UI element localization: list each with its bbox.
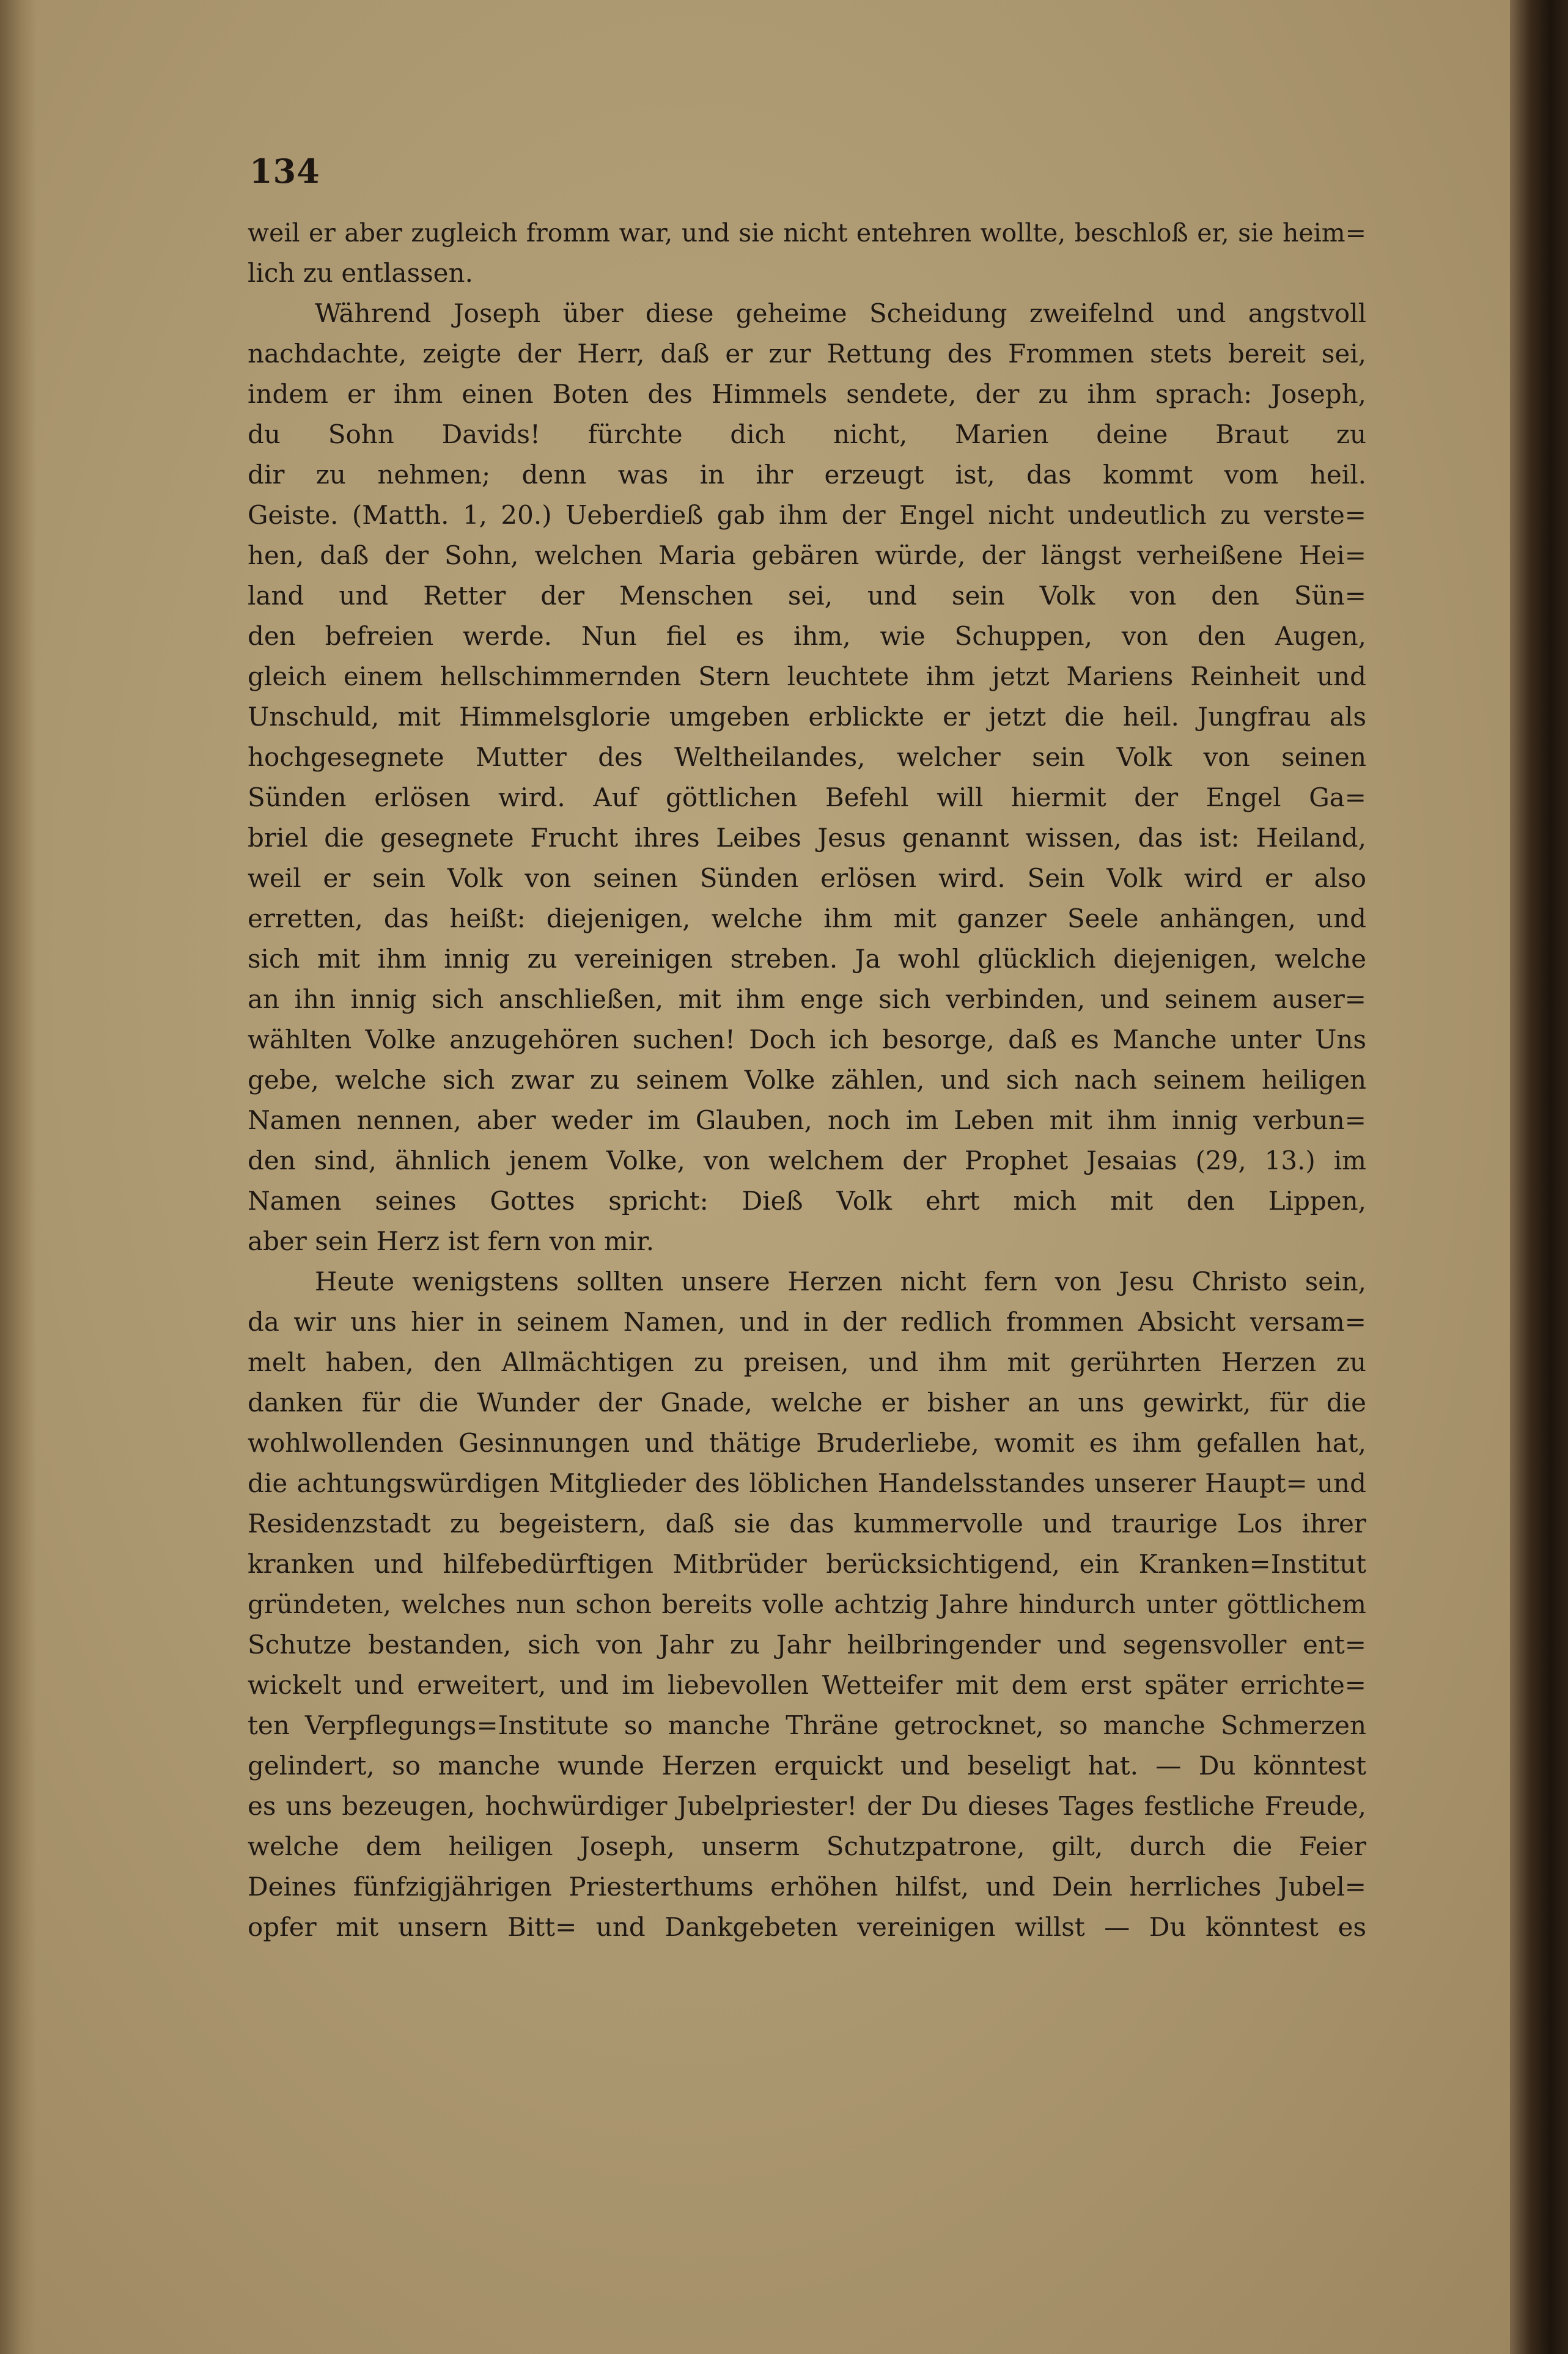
text-line: gründeten, welches nun schon bereits volle achtzig Jahre hindurch unter göttlichem	[248, 1589, 1366, 1619]
text-line: erretten, das heißt: diejenigen, welche ihm mit ganzer Seele anhängen, und	[248, 903, 1366, 933]
text-line: lich zu entlassen.	[248, 258, 473, 288]
text-line: du Sohn Davids! fürchte dich nicht, Marien deine Braut zu	[248, 419, 1366, 449]
text-line: kranken und hilfebedürftigen Mitbrüder berücksichtigend, ein Kranken=Institut	[248, 1549, 1366, 1579]
text-line: Schutze bestanden, sich von Jahr zu Jahr heilbringender und segensvoller ent=	[248, 1630, 1366, 1660]
text-line: dir zu nehmen; denn was in ihr erzeugt ist, das kommt vom heil.	[248, 460, 1366, 490]
text-line: gelindert, so manche wunde Herzen erquickt und beseligt hat. — Du könntest	[248, 1751, 1366, 1781]
text-line: Namen seines Gottes spricht: Dieß Volk ehrt mich mit den Lippen,	[248, 1186, 1366, 1216]
text-line: hochgesegnete Mutter des Weltheilandes, welcher sein Volk von seinen	[248, 742, 1366, 772]
text-line: weil er aber zugleich fromm war, und sie nicht entehren wollte, beschloß er, sie heim=	[248, 218, 1366, 248]
text-line: Residenzstadt zu begeistern, daß sie das kummervolle und traurige Los ihrer	[248, 1509, 1366, 1539]
text-line: da wir uns hier in seinem Namen, und in der redlich frommen Absicht versam=	[248, 1307, 1366, 1337]
text-line: melt haben, den Allmächtigen zu preisen, und ihm mit gerührten Herzen zu	[248, 1347, 1366, 1377]
text-line: indem er ihm einen Boten des Himmels sendete, der zu ihm sprach: Joseph,	[248, 379, 1366, 409]
text-line: hen, daß der Sohn, welchen Maria gebären würde, der längst verheißene Hei=	[248, 540, 1366, 570]
text-line: land und Retter der Menschen sei, und sein Volk von den Sün=	[248, 581, 1366, 611]
text-line: gebe, welche sich zwar zu seinem Volke zählen, und sich nach seinem heiligen	[248, 1065, 1366, 1095]
text-line: ten Verpflegungs=Institute so manche Thräne getrocknet, so manche Schmerzen	[248, 1710, 1366, 1740]
body-text	[248, 213, 1366, 1948]
page-edge-shadow	[0, 0, 37, 2354]
page-number: 134	[249, 152, 320, 191]
paragraph-start-line: Heute wenigstens sollten unsere Herzen nicht fern von Jesu Christo sein,	[315, 1267, 1366, 1297]
text-line: wickelt und erweitert, und im liebevollen Wetteifer mit dem erst später errichte=	[248, 1670, 1366, 1700]
text-line: welche dem heiligen Joseph, unserm Schutzpatrone, gilt, durch die Feier	[248, 1831, 1366, 1861]
text-line: wohlwollenden Gesinnungen und thätige Bruderliebe, womit es ihm gefallen hat,	[248, 1428, 1366, 1458]
text-line: gleich einem hellschimmernden Stern leuchtete ihm jetzt Mariens Reinheit und	[248, 661, 1366, 691]
text-line: die achtungswürdigen Mitglieder des löblichen Handelsstandes unserer Haupt= und	[248, 1468, 1366, 1498]
text-line: opfer mit unsern Bitt= und Dankgebeten vereinigen willst — Du könntest es	[248, 1912, 1366, 1942]
text-line: danken für die Wunder der Gnade, welche er bisher an uns gewirkt, für die	[248, 1388, 1366, 1418]
text-line: den sind, ähnlich jenem Volke, von welchem der Prophet Jesaias (29, 13.) im	[248, 1146, 1366, 1175]
text-line: Deines fünfzigjährigen Priesterthums erhöhen hilfst, und Dein herrliches Jubel=	[248, 1872, 1366, 1902]
text-line: den befreien werde. Nun fiel es ihm, wie Schuppen, von den Augen,	[248, 621, 1366, 651]
text-line: weil er sein Volk von seinen Sünden erlösen wird. Sein Volk wird er also	[248, 863, 1366, 893]
book-binding-gutter	[1510, 0, 1568, 2354]
text-line: nachdachte, zeigte der Herr, daß er zur Rettung des Frommen stets bereit sei,	[248, 339, 1366, 369]
text-line: es uns bezeugen, hochwürdiger Jubelpriester! der Du dieses Tages festliche Freude,	[248, 1791, 1366, 1821]
text-line: wählten Volke anzugehören suchen! Doch ich besorge, daß es Manche unter Uns	[248, 1024, 1366, 1054]
text-line: aber sein Herz ist fern von mir.	[248, 1226, 655, 1256]
text-line: briel die gesegnete Frucht ihres Leibes Jesus genannt wissen, das ist: Heiland,	[248, 823, 1366, 853]
paragraph-start-line: Während Joseph über diese geheime Scheidung zweifelnd und angstvoll	[315, 298, 1366, 328]
text-line: sich mit ihm innig zu vereinigen streben. Ja wohl glücklich diejenigen, welche	[248, 944, 1366, 974]
text-line: Namen nennen, aber weder im Glauben, noch im Leben mit ihm innig verbun=	[248, 1105, 1366, 1135]
text-line: Unschuld, mit Himmelsglorie umgeben erblickte er jetzt die heil. Jungfrau als	[248, 702, 1366, 732]
text-line: an ihn innig sich anschließen, mit ihm enge sich verbinden, und seinem auser=	[248, 984, 1366, 1014]
text-line: Sünden erlösen wird. Auf göttlichen Befehl will hiermit der Engel Ga=	[248, 782, 1366, 812]
text-line: Geiste. (Matth. 1, 20.) Ueberdieß gab ihm der Engel nicht undeutlich zu verste=	[248, 500, 1366, 530]
